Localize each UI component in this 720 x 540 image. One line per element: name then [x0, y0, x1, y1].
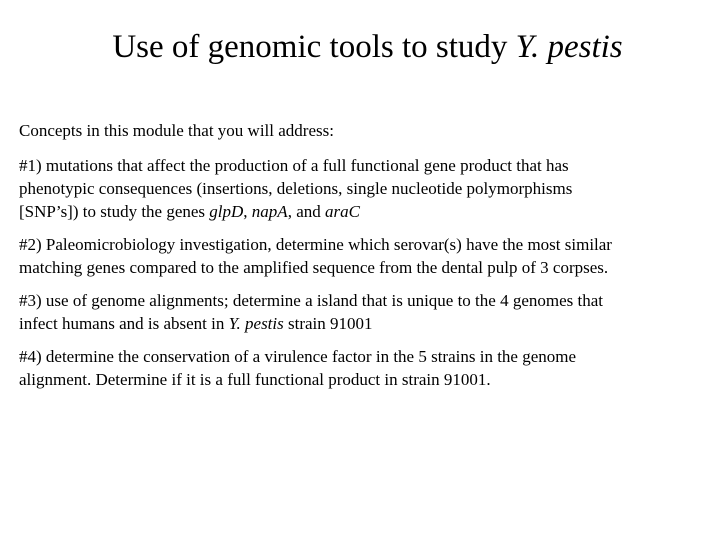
slide-title — [0, 24, 720, 70]
gene-arac: araC — [324, 202, 360, 221]
gene-separator-2: , and — [287, 202, 325, 221]
gene-napa: napA — [251, 202, 288, 221]
concept-2 — [19, 233, 718, 279]
title-text: Use of genomic tools to study — [112, 29, 516, 65]
concept-2-line-2: matching genes compared to the amplified sequence from the dental pulp of 3 corpses. — [19, 258, 609, 277]
concept-3-line-1: #3) use of genome alignments; determine a island that is unique to the 4 genomes that — [19, 291, 604, 310]
concept-3-line-2-post: strain 91001 — [283, 314, 373, 333]
concept-1 — [19, 154, 718, 223]
concept-1-line-3 — [19, 200, 718, 223]
concept-3-line-2-pre: infect humans and is absent in — [19, 314, 229, 333]
slide-body — [19, 119, 718, 401]
concept-2-line-1: #2) Paleomicrobiology investigation, determine which serovar(s) have the most similar — [19, 235, 612, 254]
title-organism: Y. pestis — [515, 29, 623, 65]
concept-1-line-3-text: [SNP’s]) to study the genes — [19, 202, 210, 221]
concept-1-line-1: #1) mutations that affect the production of a full functional gene product that has — [19, 156, 569, 175]
concept-4 — [19, 345, 718, 391]
organism-name: Y. pestis — [228, 314, 284, 333]
concept-4-line-1: #4) determine the conservation of a virulence factor in the 5 strains in the genome — [19, 347, 577, 366]
gene-separator-1: , — [243, 202, 252, 221]
concept-1-line-2: phenotypic consequences (insertions, deletions, single nucleotide polymorphisms — [19, 179, 573, 198]
concept-3 — [19, 289, 718, 335]
concept-3-line-2 — [19, 312, 718, 335]
concepts-intro: Concepts in this module that you will address: — [19, 121, 334, 140]
concept-4-line-2: alignment. Determine if it is a full functional product in strain 91001. — [19, 370, 491, 389]
gene-glpd: glpD — [209, 202, 244, 221]
